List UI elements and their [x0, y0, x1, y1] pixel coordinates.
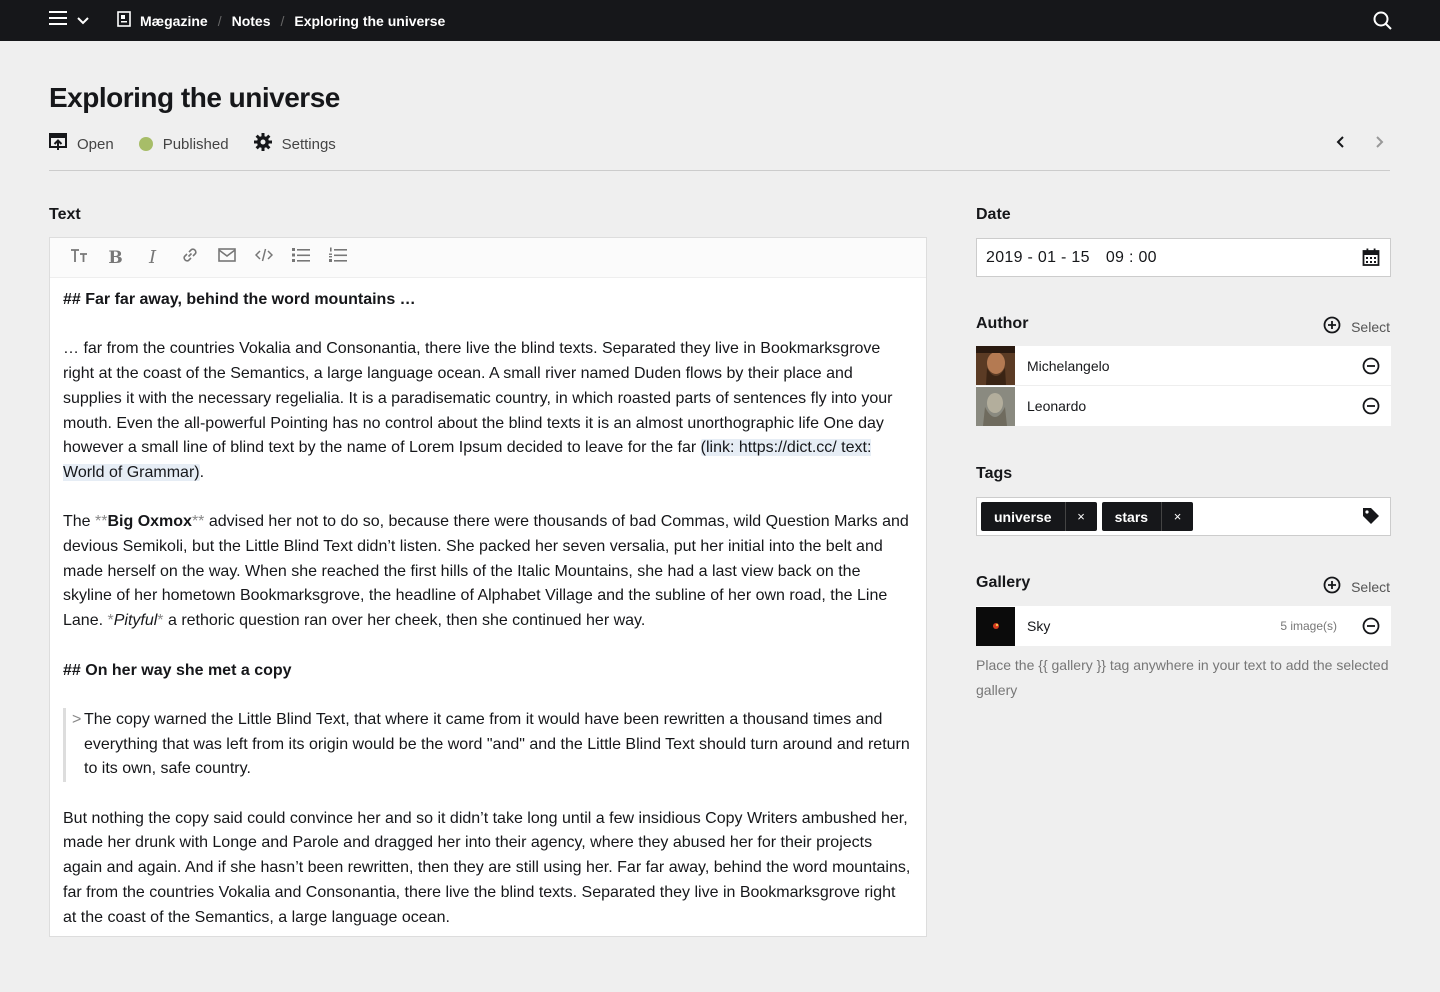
gallery-select-label: Select [1351, 578, 1390, 595]
link-button[interactable] [171, 238, 208, 278]
author-item-michelangelo[interactable] [976, 346, 1391, 386]
author-select-button[interactable] [1323, 316, 1390, 337]
header-divider [49, 170, 1390, 171]
tag-icon [1362, 507, 1380, 530]
heading-line-2: ## On her way she met a copy [63, 661, 292, 679]
email-icon [218, 248, 236, 267]
tags-input[interactable] [976, 497, 1391, 536]
link-icon [181, 246, 199, 269]
gallery-list [976, 606, 1391, 646]
italic-button[interactable] [134, 238, 171, 278]
breadcrumb-site-label: Mægazine [140, 12, 208, 29]
bold-marker: ** [95, 513, 108, 531]
breadcrumb-notes[interactable]: Notes [231, 12, 271, 29]
date-value[interactable]: 2019 - 01 - 15 [986, 248, 1090, 266]
gallery-help-text: Place the {{ gallery }} tag anywhere in your text to add the selected gallery [976, 657, 1389, 698]
menu-button[interactable] [49, 10, 89, 31]
italic-text: Pityful [113, 612, 158, 630]
paragraph-1 [63, 337, 913, 485]
heading-line-1: ## Far far away, behind the word mountains … [63, 291, 416, 308]
avatar [976, 346, 1015, 385]
date-input[interactable] [976, 238, 1391, 277]
settings-button[interactable] [254, 133, 336, 155]
unordered-list-button[interactable] [282, 238, 319, 278]
add-circle-icon [1323, 316, 1341, 337]
tag-remove-button[interactable]: × [1065, 502, 1097, 531]
breadcrumb-separator: / [280, 12, 285, 29]
gallery-field-label: Gallery [976, 574, 1031, 591]
status-label: Published [162, 135, 229, 153]
paragraph-2-text-b: advised her not to do so, because there were thousands of bad Commas, wild Question Marks and devious Semikoli, but the Little Blind Text didn’t listen. She packed her seven versalia, put her initial into the belt and made herself on the way. When she reached the first hills of the Italic Mountains, she had a last view back on the skyline of her hometown Bookmarksgrove, the headline of Alphabet Village and the subline of her own road, the Line Lane. [63, 513, 909, 630]
tag-universe [981, 502, 1097, 531]
tag-remove-button[interactable]: × [1161, 502, 1193, 531]
avatar [976, 387, 1015, 426]
author-list [976, 346, 1391, 426]
paragraph-2-text-c: a rethoric question ran over her cheek, then she continued her way. [163, 612, 646, 630]
chevron-down-icon [77, 12, 89, 30]
gallery-name: Sky [1027, 618, 1051, 634]
breadcrumb-site[interactable] [116, 11, 208, 30]
author-select-label: Select [1351, 318, 1390, 335]
editor-content[interactable] [50, 278, 926, 965]
ordered-list-icon [329, 247, 347, 268]
breadcrumb-separator: / [217, 12, 222, 29]
status-button[interactable] [139, 133, 229, 155]
tag-stars [1102, 502, 1193, 531]
chevron-left-icon [1336, 135, 1344, 153]
open-preview-icon [49, 133, 67, 155]
paragraph-2-text-a: The [63, 513, 96, 531]
editor-toolbar [50, 238, 926, 278]
breadcrumb [116, 0, 445, 41]
italic-marker: * [107, 612, 114, 630]
settings-label: Settings [281, 135, 336, 153]
tag-label[interactable]: stars [1114, 508, 1149, 525]
gallery-image-count: 5 image(s) [1280, 619, 1337, 633]
text-editor [49, 237, 927, 937]
tags-field-label: Tags [976, 465, 1013, 482]
status-dot-icon [139, 137, 153, 151]
gallery-thumbnail [976, 607, 1015, 646]
open-button[interactable] [49, 133, 114, 155]
paragraph-3: But nothing the copy said could convince her and so it didn’t take long until a few insidious Copy Writers ambushed her, made her drunk with Longe and Parole and dragged her into their agency, where they abused her for their projects again and again. And if she hasn’t been rewritten, then they are still using her. Far far away, behind the word mountains, far from the countries Vokalia and Consonantia, there live the blind texts. Separated they live in Bookmarksgrove right at the coast of the Semantics, a large language ocean. [63, 809, 911, 926]
author-name: Leonardo [1027, 398, 1087, 414]
tag-label[interactable]: universe [994, 508, 1052, 525]
view-actions [49, 133, 361, 155]
bold-text: Big Oxmox [107, 513, 192, 531]
blockquote [63, 708, 913, 782]
bold-button[interactable] [97, 238, 134, 278]
gallery-item-sky[interactable] [976, 606, 1391, 646]
search-icon [1373, 17, 1392, 34]
author-name: Michelangelo [1027, 357, 1110, 374]
gear-icon [254, 133, 272, 155]
unordered-list-icon [292, 247, 310, 268]
headings-button[interactable] [60, 238, 97, 278]
ordered-list-button[interactable] [319, 238, 356, 278]
breadcrumb-current[interactable]: Exploring the universe [294, 12, 446, 29]
search-button[interactable] [1373, 11, 1392, 35]
date-field-label: Date [976, 206, 1011, 223]
site-icon [116, 11, 132, 30]
quote-marker: > [72, 710, 82, 728]
page-title: Exploring the universe [49, 82, 340, 113]
pager [1330, 133, 1390, 155]
remove-circle-icon[interactable] [1362, 397, 1380, 420]
gallery-select-button[interactable] [1323, 576, 1390, 597]
bold-marker: ** [191, 513, 205, 531]
prev-page-button[interactable] [1330, 133, 1350, 155]
text-field-label: Text [49, 206, 81, 223]
code-icon [255, 248, 273, 267]
paragraph-1-text: … far from the countries Vokalia and Consonantia, there live the blind texts. Separated they live in Bookmarksgrove right at the coast of the Semantics, a large language ocean. A small river named Duden flows by their place and supplies it with the necessary regelialia. It is a paradisematic country, in which roasted parts of sentences fly into your mouth. Even the all-powerful Pointing has no control about the blind texts it is an almost unorthographic life One day however a small line of blind text by the name of Lorem Ipsum decided to leave for the far [63, 340, 893, 457]
remove-circle-icon[interactable] [1362, 357, 1380, 380]
headings-icon [70, 247, 88, 268]
chevron-right-icon [1376, 135, 1384, 153]
code-button[interactable] [245, 238, 282, 278]
author-item-leonardo[interactable] [976, 386, 1391, 426]
quote-text: The copy warned the Little Blind Text, that where it came from it would have been rewritten a thousand times and everything that was left from its origin would be the word "and" and the Little Blind Text should turn around and return to its own, safe country. [84, 710, 910, 778]
next-page-button[interactable] [1370, 133, 1390, 155]
bold-icon: B [108, 247, 123, 268]
author-field-label: Author [976, 315, 1029, 332]
italic-marker: * [157, 612, 164, 630]
calendar-icon[interactable] [1362, 248, 1380, 271]
paragraph-2 [63, 510, 913, 634]
topbar [0, 0, 1440, 41]
italic-icon: I [148, 247, 157, 268]
add-circle-icon [1323, 576, 1341, 597]
remove-circle-icon[interactable] [1362, 617, 1380, 640]
open-label: Open [77, 135, 114, 153]
email-button[interactable] [208, 238, 245, 278]
link-tag-highlight: (link: https://dict.cc/ text: World of Grammar) [63, 439, 872, 481]
paragraph-1-end: . [199, 463, 205, 481]
hamburger-icon [49, 10, 67, 31]
time-value[interactable]: 09 : 00 [1105, 248, 1157, 266]
